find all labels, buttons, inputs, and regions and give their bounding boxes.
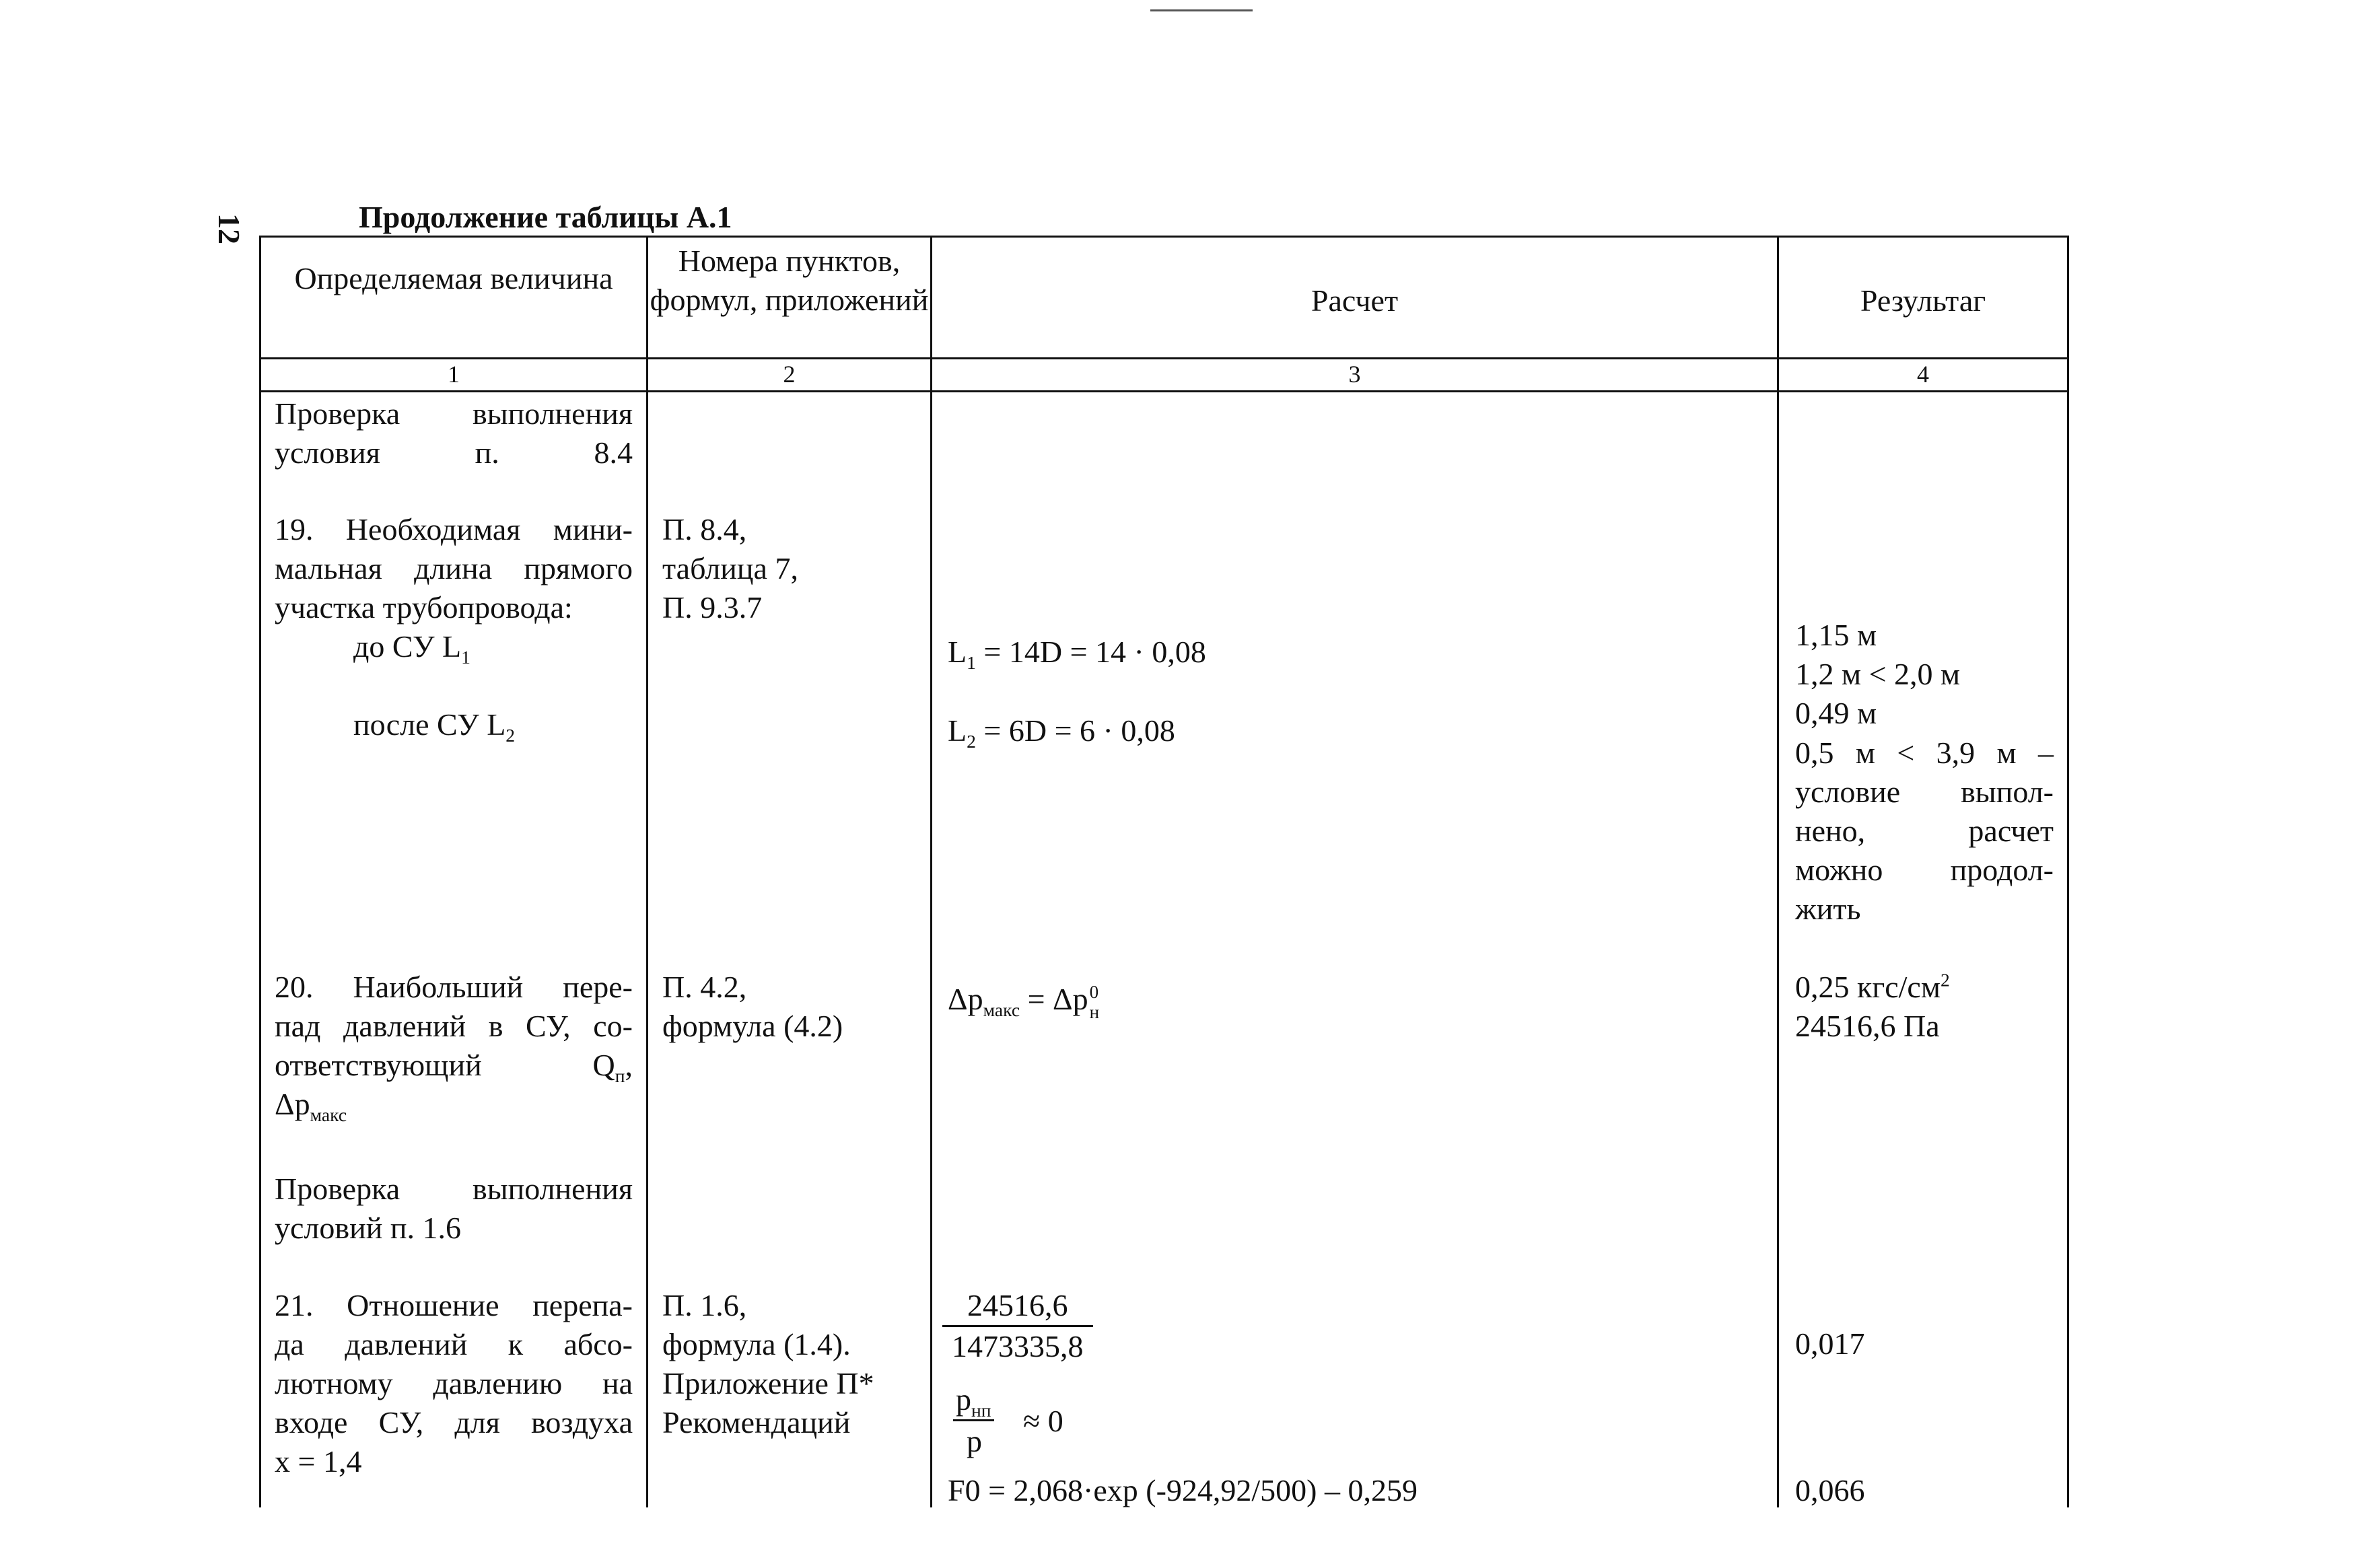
item-21-title: 21. Отношение перепа- да давлений к абсо- лютному давлению на входе СУ, для воздуха x = 1,4 xyxy=(275,1288,633,1478)
table-caption: Продолжение таблицы А.1 xyxy=(359,200,732,234)
item-21-references: П. 1.6, формула (1.4). Приложение П* Рекомендаций xyxy=(662,1288,874,1439)
item-21-pressure-fraction: $\frac{24516,6}{1473335,8}$ xyxy=(942,1286,1093,1366)
item-20-title: 20. Наибольший пере- пад давлений в СУ, со- ответствующий $Q_п$, $\Delta p_{макс}$ xyxy=(275,970,633,1126)
item-19-before-label: до СУ $L_1$ xyxy=(353,629,470,668)
item-20-references: П. 4.2, формула (4.2) xyxy=(662,970,843,1043)
item-19-result-note: 0,5 м < 3,9 м – условие выпол- нено, расчет можно продол- жить xyxy=(1795,736,2054,926)
item-20-calc: $\Delta p_{макс} = \Delta p$ 0 н xyxy=(948,982,1100,1023)
item-19-title: 19. Необходимая мини- мальная длина прямого участка трубопровода: xyxy=(275,512,633,625)
check-8-4-title: Проверка выполнения условия п. 8.4 xyxy=(275,396,633,470)
column-number-3: 3 xyxy=(1348,361,1361,388)
item-19-references: П. 8.4, таблица 7, П. 9.3.7 xyxy=(662,512,798,625)
header-col2: Номера пунктов, формул, приложений xyxy=(650,244,929,317)
item-19-results: 1,15 м 1,2 м < 2,0 м 0,49 м xyxy=(1795,618,1961,730)
header-col4: Результаг xyxy=(1860,283,1986,318)
header-col1: Определяемая величина xyxy=(294,261,613,295)
column-number-4: 4 xyxy=(1917,361,1929,388)
item-20-results: 0,25 кгс/$см^2$ 24516,6 Па xyxy=(1795,969,1950,1043)
item-19-after-label: после СУ $L_2$ xyxy=(353,707,516,746)
header-col3: Расчет xyxy=(1311,283,1399,318)
page-number: 12 xyxy=(212,213,246,244)
top-rule xyxy=(1150,9,1253,11)
item-21-result-2: 0,066 xyxy=(1795,1473,1865,1507)
column-number-1: 1 xyxy=(448,361,460,388)
item-19-calc-after: $L_2 = 6D = 6 \cdot 0,08$ xyxy=(948,713,1175,752)
check-1-6-title: Проверка выполнения условий п. 1.6 xyxy=(275,1172,633,1245)
item-21-f0-formula: F0 = 2,068·exp (-924,92/500) – 0,259 xyxy=(948,1473,1418,1507)
column-number-2: 2 xyxy=(783,361,796,388)
item-21-result-1: 0,017 xyxy=(1795,1326,1865,1361)
item-19-calc-before: $L_1 = 14D = 14 \cdot 0,08$ xyxy=(948,635,1206,674)
item-21-ratio: $p_{нп}$ p ≈ 0 xyxy=(948,1383,1150,1470)
